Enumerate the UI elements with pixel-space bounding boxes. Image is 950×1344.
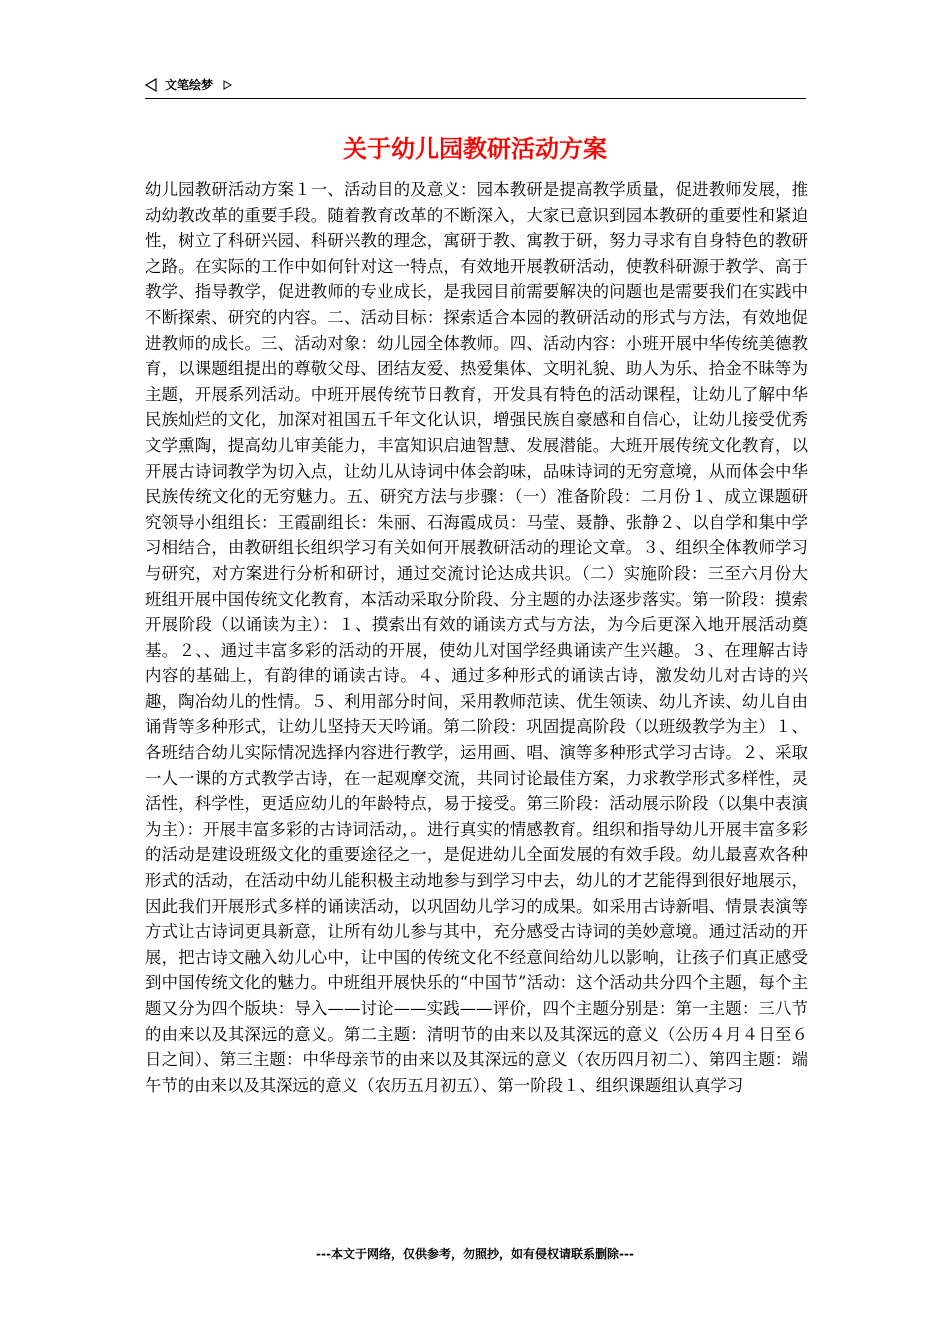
header-brand-group [145,76,232,93]
brand-name: 文笔绘梦 [165,78,214,92]
triangle-right-icon [223,80,232,90]
page-header [145,72,806,99]
document-title: 关于幼儿园教研活动方案 [343,135,607,163]
document-body: 幼儿园教研活动方案１一、活动目的及意义：园本教研是提高教学质量，促进教师发展，推动幼教改革的重要手段。随着教育改革的不断深入，大家已意识到园本教研的重要性和紧迫性，树立了科研兴园、科研兴教的理念，寓研于教、寓教于研，努力寻求有自身特色的教研之路。在实际的工作中如何针对这一特点，有效地开展教研活动，使教科研源于教学、高于教学、指导教学，促进教师的专业成长，是我园目前需要解决的问题也是需要我们在实践中不断探索、研究的内容。二、活动目标：探索适合本园的教研活动的形式与方法，有效地促进教师的成长。三、活动对象：幼儿园全体教师。四、活动内容：小班开展中华传统美德教育，以课题组提出的尊敬父母、团结友爱、热爱集体、文明礼貌、助人为乐、拾金不昧等为主题，开展系列活动。中班开展传统节日教育，开发具有特色的活动课程，让幼儿了解中华民族灿烂的文化，加深对祖国五千年文化认识，增强民族自豪感和自信心，让幼儿接受优秀文学熏陶，提高幼儿审美能力，丰富知识启迪智慧、发展潜能。大班开展传统文化教育，以开展古诗词教学为切入点，让幼儿从诗词中体会韵味，品味诗词的无穷意境，从而体会中华民族传统文化的无穷魅力。五、研究方法与步骤：（一）准备阶段：二月份１、成立课题研究领导小组组长：王霞副组长：朱丽、石海霞成员：马莹、聂静、张静２、以自学和集中学习相结合，由教研组长组织学习有关如何开展教研活动的理论文章。３、组织全体教师学习与研究，对方案进行分析和研讨，通过交流讨论达成共识。（二）实施阶段：三至六月份大班组开展中国传统文化教育，本活动采取分阶段、分主题的办法逐步落实。第一阶段：摸索开展阶段（以诵读为主）：１、摸索出有效的诵读方式与方法，为今后更深入地开展活动奠基。２、、通过丰富多彩的活动的开展，使幼儿对国学经典诵读产生兴趣。３、在理解古诗内容的基础上，有韵律的诵读古诗。４、通过多种形式的诵读古诗，激发幼儿对古诗的兴趣，陶冶幼儿的性情。５、利用部分时间，采用教师范读、优生领读、幼儿齐读、幼儿自由诵背等多种形式，让幼儿坚持天天吟诵。第二阶段：巩固提高阶段（以班级教学为主）１、各班结合幼儿实际情况选择内容进行教学，运用画、唱、演等多种形式学习古诗。２、采取一人一课的方式教学古诗，在一起观摩交流，共同讨论最佳方案，力求教学形式多样性，灵活性，科学性，更适应幼儿的年龄特点，易于接受。第三阶段：活动展示阶段（以集中表演为主）：开展丰富多彩的古诗词活动，。进行真实的情感教育。组织和指导幼儿开展丰富多彩的活动是建设班级文化的重要途径之一，是促进幼儿全面发展的有效手段。幼儿最喜欢各种形式的活动，在活动中幼儿能积极主动地参与到学习中去，幼儿的才艺能得到很好地展示，因此我们开展形式多样的诵读活动，以巩固幼儿学习的成果。如采用古诗新唱、情景表演等方式让古诗词更具新意，让所有幼儿参与其中，充分感受古诗词的美妙意境。通过活动的开展，把古诗文融入幼儿心中，让中国的传统文化不经意间给幼儿以影响，让孩子们真正感受到中国传统文化的魅力。中班组开展快乐的“中国节”活动：这个活动共分四个主题，每个主题又分为四个版块：导入——讨论——实践——评价，四个主题分别是：第一主题：三八节的由来以及其深远的意义。第二主题：清明节的由来以及其深远的意义（公历４月４日至６日之间）、第三主题：中华母亲节的由来以及其深远的意义（农历四月初二）、第四主题：端午节的由来以及其深远的意义（农历五月初五）、第一阶段１、组织课题组认真学习 [145,180,808,1095]
footer-disclaimer: ---本文于网络，仅供参考，勿照抄，如有侵权请联系删除--- [316,1247,634,1261]
triangle-left-icon [145,78,157,92]
